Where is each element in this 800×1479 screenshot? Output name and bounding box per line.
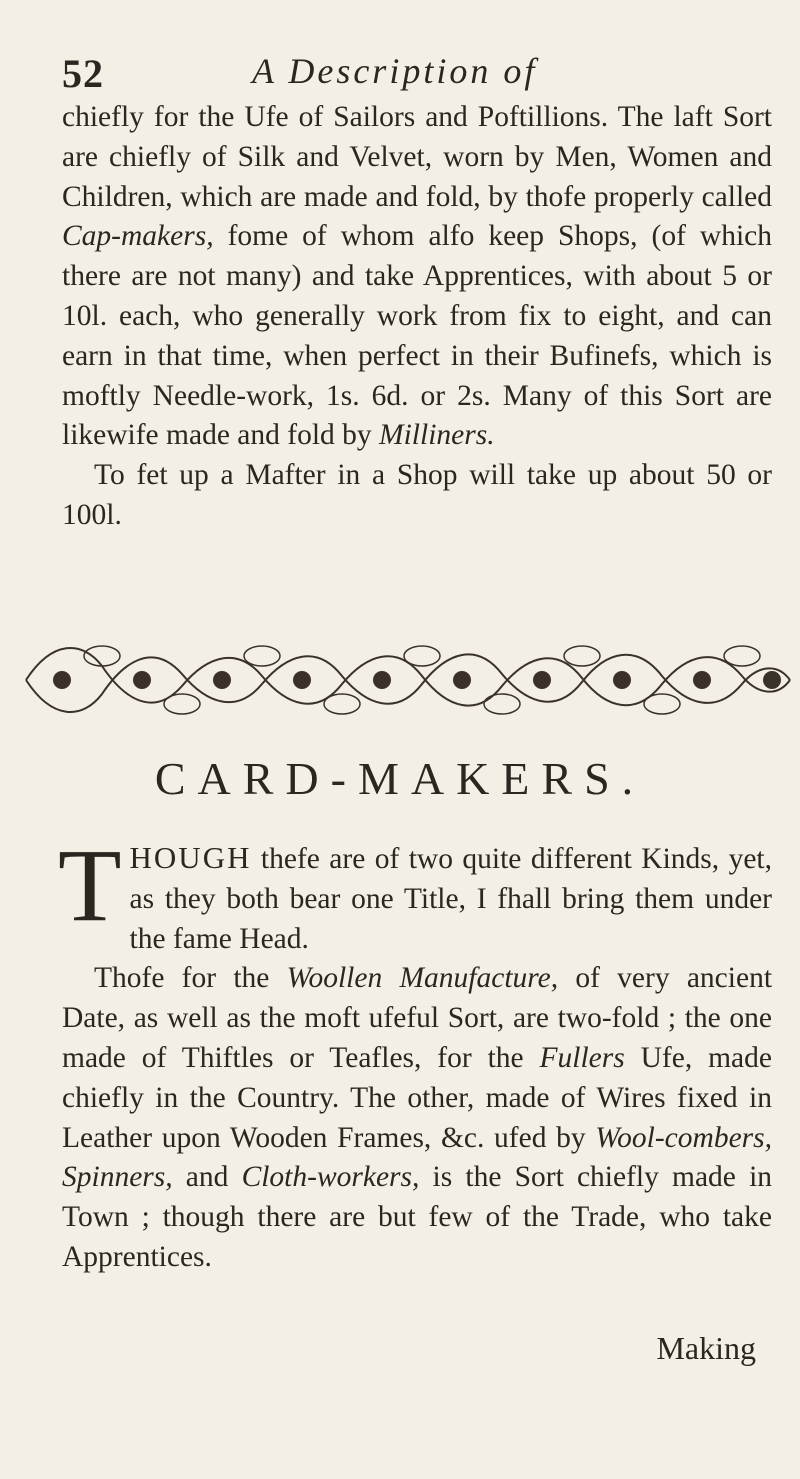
paragraph bbox=[62, 98, 772, 456]
text-run: is the Sort chiefly made in Town ; though there are but few of the Trade, who take Apprentices. bbox=[62, 1161, 773, 1273]
paragraph bbox=[62, 959, 772, 1277]
text-run: and bbox=[172, 1161, 242, 1194]
italic-text: Fullers bbox=[539, 1041, 625, 1074]
text-run: chiefly for the Ufe of Sailors and Poftillions. The laft Sort are chiefly of Silk and Velvet, worn by Men, Women and Children, which are made and fold, by thofe properly called bbox=[62, 101, 772, 213]
italic-text: Wool-combers, Spinners, bbox=[62, 1121, 772, 1194]
page-header bbox=[62, 50, 760, 100]
smallcaps-text: HOUGH bbox=[129, 840, 252, 875]
paragraph bbox=[58, 828, 772, 959]
italic-text: Woollen Manufacture, bbox=[286, 962, 559, 995]
text-run: of very ancient Date, as well as the moft ufeful Sort, are two-fold ; the one made of Thiftles or Teafles, for the bbox=[62, 962, 773, 1074]
text-run: fome of whom alfo keep Shops, (of which there are not many) and take Apprentices, with about 5 or 10l. each, who generally work from fix to eight, and can earn in that time, when perfect in their Bufinefs, which is moftly Needle-work, 1s. 6d. or 2s. Many of this Sort are likewife made and fold by bbox=[62, 220, 772, 452]
text-run: Ufe, made chiefly in the Country. The other, made of Wires fixed in Leather upon Wooden Frames, &c. ufed by bbox=[62, 1041, 772, 1154]
section-title: CARD-MAKERS. bbox=[154, 753, 646, 804]
cap-makers-section bbox=[62, 98, 772, 536]
running-title: A Description of bbox=[252, 51, 538, 91]
italic-text: Cloth-workers, bbox=[241, 1161, 420, 1194]
italic-text: Cap-makers, bbox=[62, 220, 214, 253]
page-number: 52 bbox=[62, 51, 104, 96]
card-makers-section bbox=[58, 828, 773, 1278]
decorative-ornament-band bbox=[22, 636, 792, 724]
italic-text: Milliners. bbox=[379, 419, 495, 452]
text-run: Thofe for the bbox=[94, 962, 287, 995]
catchword: Making bbox=[656, 1330, 756, 1366]
text-run: thefe are of two quite different Kinds, yet, as they both bear one Title, I fhall bring them under the fame Head. bbox=[129, 843, 772, 955]
drop-cap: T bbox=[58, 828, 122, 943]
paragraph: To fet up a Mafter in a Shop will take up about 50 or 100l. bbox=[62, 459, 772, 531]
